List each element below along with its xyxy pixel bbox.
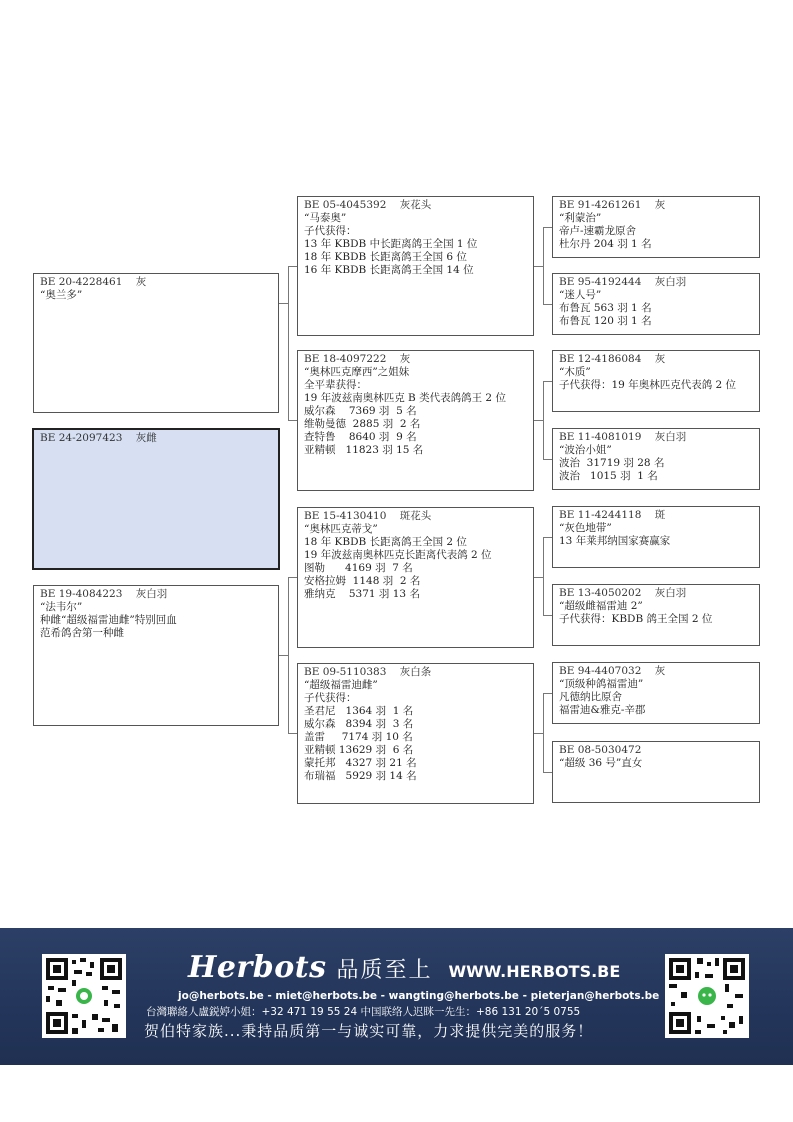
ring-number: BE 91-4261261 灰 [559, 199, 666, 211]
pedigree-line: 圣君尼 1364 羽 1 名 [304, 705, 414, 717]
connector-line [543, 459, 552, 460]
pedigree-line: “马泰奥” [304, 212, 347, 224]
pedigree-line: 布瑞福 5929 羽 14 名 [304, 770, 417, 782]
connector-line [288, 733, 297, 734]
pedigree-line: 蒙托邦 4327 羽 21 名 [304, 757, 417, 769]
pedigree-line: 19 年波兹南奥林匹克长距离代表鸽 2 位 [304, 549, 492, 561]
ring-number: BE 20-4228461 灰 [40, 276, 147, 288]
grandparent-box [297, 350, 534, 491]
ring-number: BE 11-4081019 灰白羽 [559, 431, 687, 443]
pedigree-line: 全平辈获得： [304, 379, 367, 391]
pedigree-line: “奥兰多” [40, 289, 83, 301]
pedigree-line: 子代获得： [304, 692, 357, 704]
pedigree-line: 布鲁瓦 563 羽 1 名 [559, 302, 652, 314]
connector-line [543, 772, 552, 773]
pedigree-line: 布鲁瓦 120 羽 1 名 [559, 315, 652, 327]
brand-line [188, 950, 620, 986]
pedigree-line: “木质” [559, 366, 591, 378]
pedigree-line: 子代获得： [304, 225, 357, 237]
dam-box [33, 585, 279, 726]
great-grandparent-box [552, 506, 760, 568]
pedigree-line: 盖雷 7174 羽 10 名 [304, 731, 413, 743]
ring-number: BE 95-4192444 灰白羽 [559, 276, 687, 288]
ring-number: BE 19-4084223 灰白羽 [40, 588, 168, 600]
connector-line [543, 304, 552, 305]
connector-line [534, 577, 543, 578]
connector-line [279, 655, 288, 656]
pedigree-line: 波治 31719 羽 28 名 [559, 457, 665, 469]
footer-banner [0, 928, 793, 1065]
ring-number: BE 15-4130410 斑花头 [304, 510, 432, 522]
pedigree-line: 子代获得：KBDB 鸽王全国 2 位 [559, 613, 713, 625]
pedigree-line: “利蒙治” [559, 212, 602, 224]
qr-code-left [42, 954, 126, 1038]
pedigree-line: “顶级种鸽福雷迪” [559, 678, 644, 690]
pedigree-line: 范希鸽舍第一种雌 [40, 627, 124, 639]
pedigree-line: 图勒 4169 羽 7 名 [304, 562, 413, 574]
pedigree-line: “灰色地带” [559, 522, 612, 534]
pedigree-line: 帝卢-速霸龙原舍 [559, 225, 637, 237]
ring-number: BE 12-4186084 灰 [559, 353, 666, 365]
connector-line [288, 266, 297, 267]
ring-number: BE 11-4244118 斑 [559, 509, 666, 521]
contact-phones: 台灣聯絡人盧鋭婷小姐：+32 471 19 55 24 中国联络人迟眯一先生：+86 131 20´5 0755 [146, 1006, 581, 1018]
great-grandparent-box [552, 741, 760, 803]
connector-line [543, 537, 544, 616]
connector-line [543, 381, 552, 382]
pedigree-line: 18 年 KBDB 长距离鸽王全国 2 位 [304, 536, 467, 548]
pedigree-line: “迷人号” [559, 289, 602, 301]
website-link[interactable]: WWW.HERBOTS.BE [448, 962, 621, 981]
ring-number: BE 05-4045392 灰花头 [304, 199, 432, 211]
connector-line [543, 693, 544, 773]
grandparent-box [297, 663, 534, 804]
ring-number: BE 08-5030472 [559, 744, 642, 756]
pedigree-line: 杜尔丹 204 羽 1 名 [559, 238, 652, 250]
great-grandparent-box [552, 428, 760, 490]
email-addresses[interactable]: jo@herbots.be - miet@herbots.be - wangting@herbots.be - pieterjan@herbots.be [178, 990, 660, 1002]
pedigree-line: 种雌“超级福雷迪雌”特别回血 [40, 614, 177, 626]
great-grandparent-box [552, 273, 760, 335]
pedigree-line: 13 年 KBDB 中长距离鸽王全国 1 位 [304, 238, 478, 250]
pedigree-line: 亚精顿 13629 羽 6 名 [304, 744, 414, 756]
pedigree-line: “超级雌福雷迪 2” [559, 600, 643, 612]
connector-line [543, 381, 544, 459]
connector-line [279, 303, 288, 304]
connector-line [288, 420, 297, 421]
pedigree-line: 19 年波兹南奥林匹克 B 类代表鸽鸽王 2 位 [304, 392, 506, 404]
pedigree-line: 福雷迪&雅克-辛郡 [559, 704, 646, 716]
great-grandparent-box [552, 196, 760, 258]
connector-line [534, 266, 543, 267]
connector-line [543, 537, 552, 538]
subject-box [32, 428, 280, 570]
connector-line [543, 615, 552, 616]
pedigree-line: 18 年 KBDB 长距离鸽王全国 6 位 [304, 251, 467, 263]
connector-line [534, 733, 543, 734]
wechat-qr-code-icon [665, 954, 749, 1038]
pedigree-line: 雅纳克 5371 羽 13 名 [304, 588, 420, 600]
pedigree-line: “法韦尔” [40, 601, 83, 613]
connector-line [543, 693, 552, 694]
qr-code-right [665, 954, 749, 1038]
pedigree-line: “超级福雷迪雌” [304, 679, 378, 691]
pedigree-line: 亚精顿 11823 羽 15 名 [304, 444, 424, 456]
connector-line [534, 420, 543, 421]
great-grandparent-box [552, 662, 760, 724]
ring-number: BE 09-5110383 灰白条 [304, 666, 432, 678]
grandparent-box [297, 196, 534, 336]
pedigree-line: 13 年莱邦纳国家赛赢家 [559, 535, 671, 547]
qr-code-icon [42, 954, 126, 1038]
slogan: 品质至上 [336, 958, 433, 983]
pedigree-line: 查特鲁 8640 羽 9 名 [304, 431, 417, 443]
pedigree-line: 子代获得：19 年奥林匹克代表鸽 2 位 [559, 379, 737, 391]
connector-line [288, 266, 289, 420]
pedigree-line: 波治 1015 羽 1 名 [559, 470, 658, 482]
pedigree-line: “奥林匹克蒂戈” [304, 523, 378, 535]
sire-box [33, 273, 279, 413]
pedigree-line: 威尔森 8394 羽 3 名 [304, 718, 414, 730]
pedigree-line: “奥林匹克摩西”之姐妹 [304, 366, 410, 378]
ring-number: BE 94-4407032 灰 [559, 665, 666, 677]
pedigree-line: 安格拉姆 1148 羽 2 名 [304, 575, 421, 587]
connector-line [543, 227, 552, 228]
tagline: 贺伯特家族...秉持品质第一与诚实可靠，力求提供完美的服务！ [144, 1022, 594, 1040]
great-grandparent-box [552, 584, 760, 646]
pedigree-line: 维勒曼德 2885 羽 2 名 [304, 418, 421, 430]
connector-line [288, 577, 289, 733]
pedigree-line: “波治小姐” [559, 444, 612, 456]
herbots-logo: Herbots [188, 950, 327, 985]
ring-number: BE 13-4050202 灰白羽 [559, 587, 687, 599]
connector-line [288, 577, 297, 578]
ring-number: BE 24-2097423 灰雌 [40, 432, 157, 444]
ring-number: BE 18-4097222 灰 [304, 353, 411, 365]
pedigree-line: 16 年 KBDB 长距离鸽王全国 14 位 [304, 264, 474, 276]
connector-line [543, 227, 544, 305]
pedigree-line: “超级 36 号”直女 [559, 757, 643, 769]
great-grandparent-box [552, 350, 760, 412]
grandparent-box [297, 507, 534, 648]
pedigree-line: 威尔森 7369 羽 5 名 [304, 405, 417, 417]
pedigree-line: 凡德纳比原舍 [559, 691, 622, 703]
